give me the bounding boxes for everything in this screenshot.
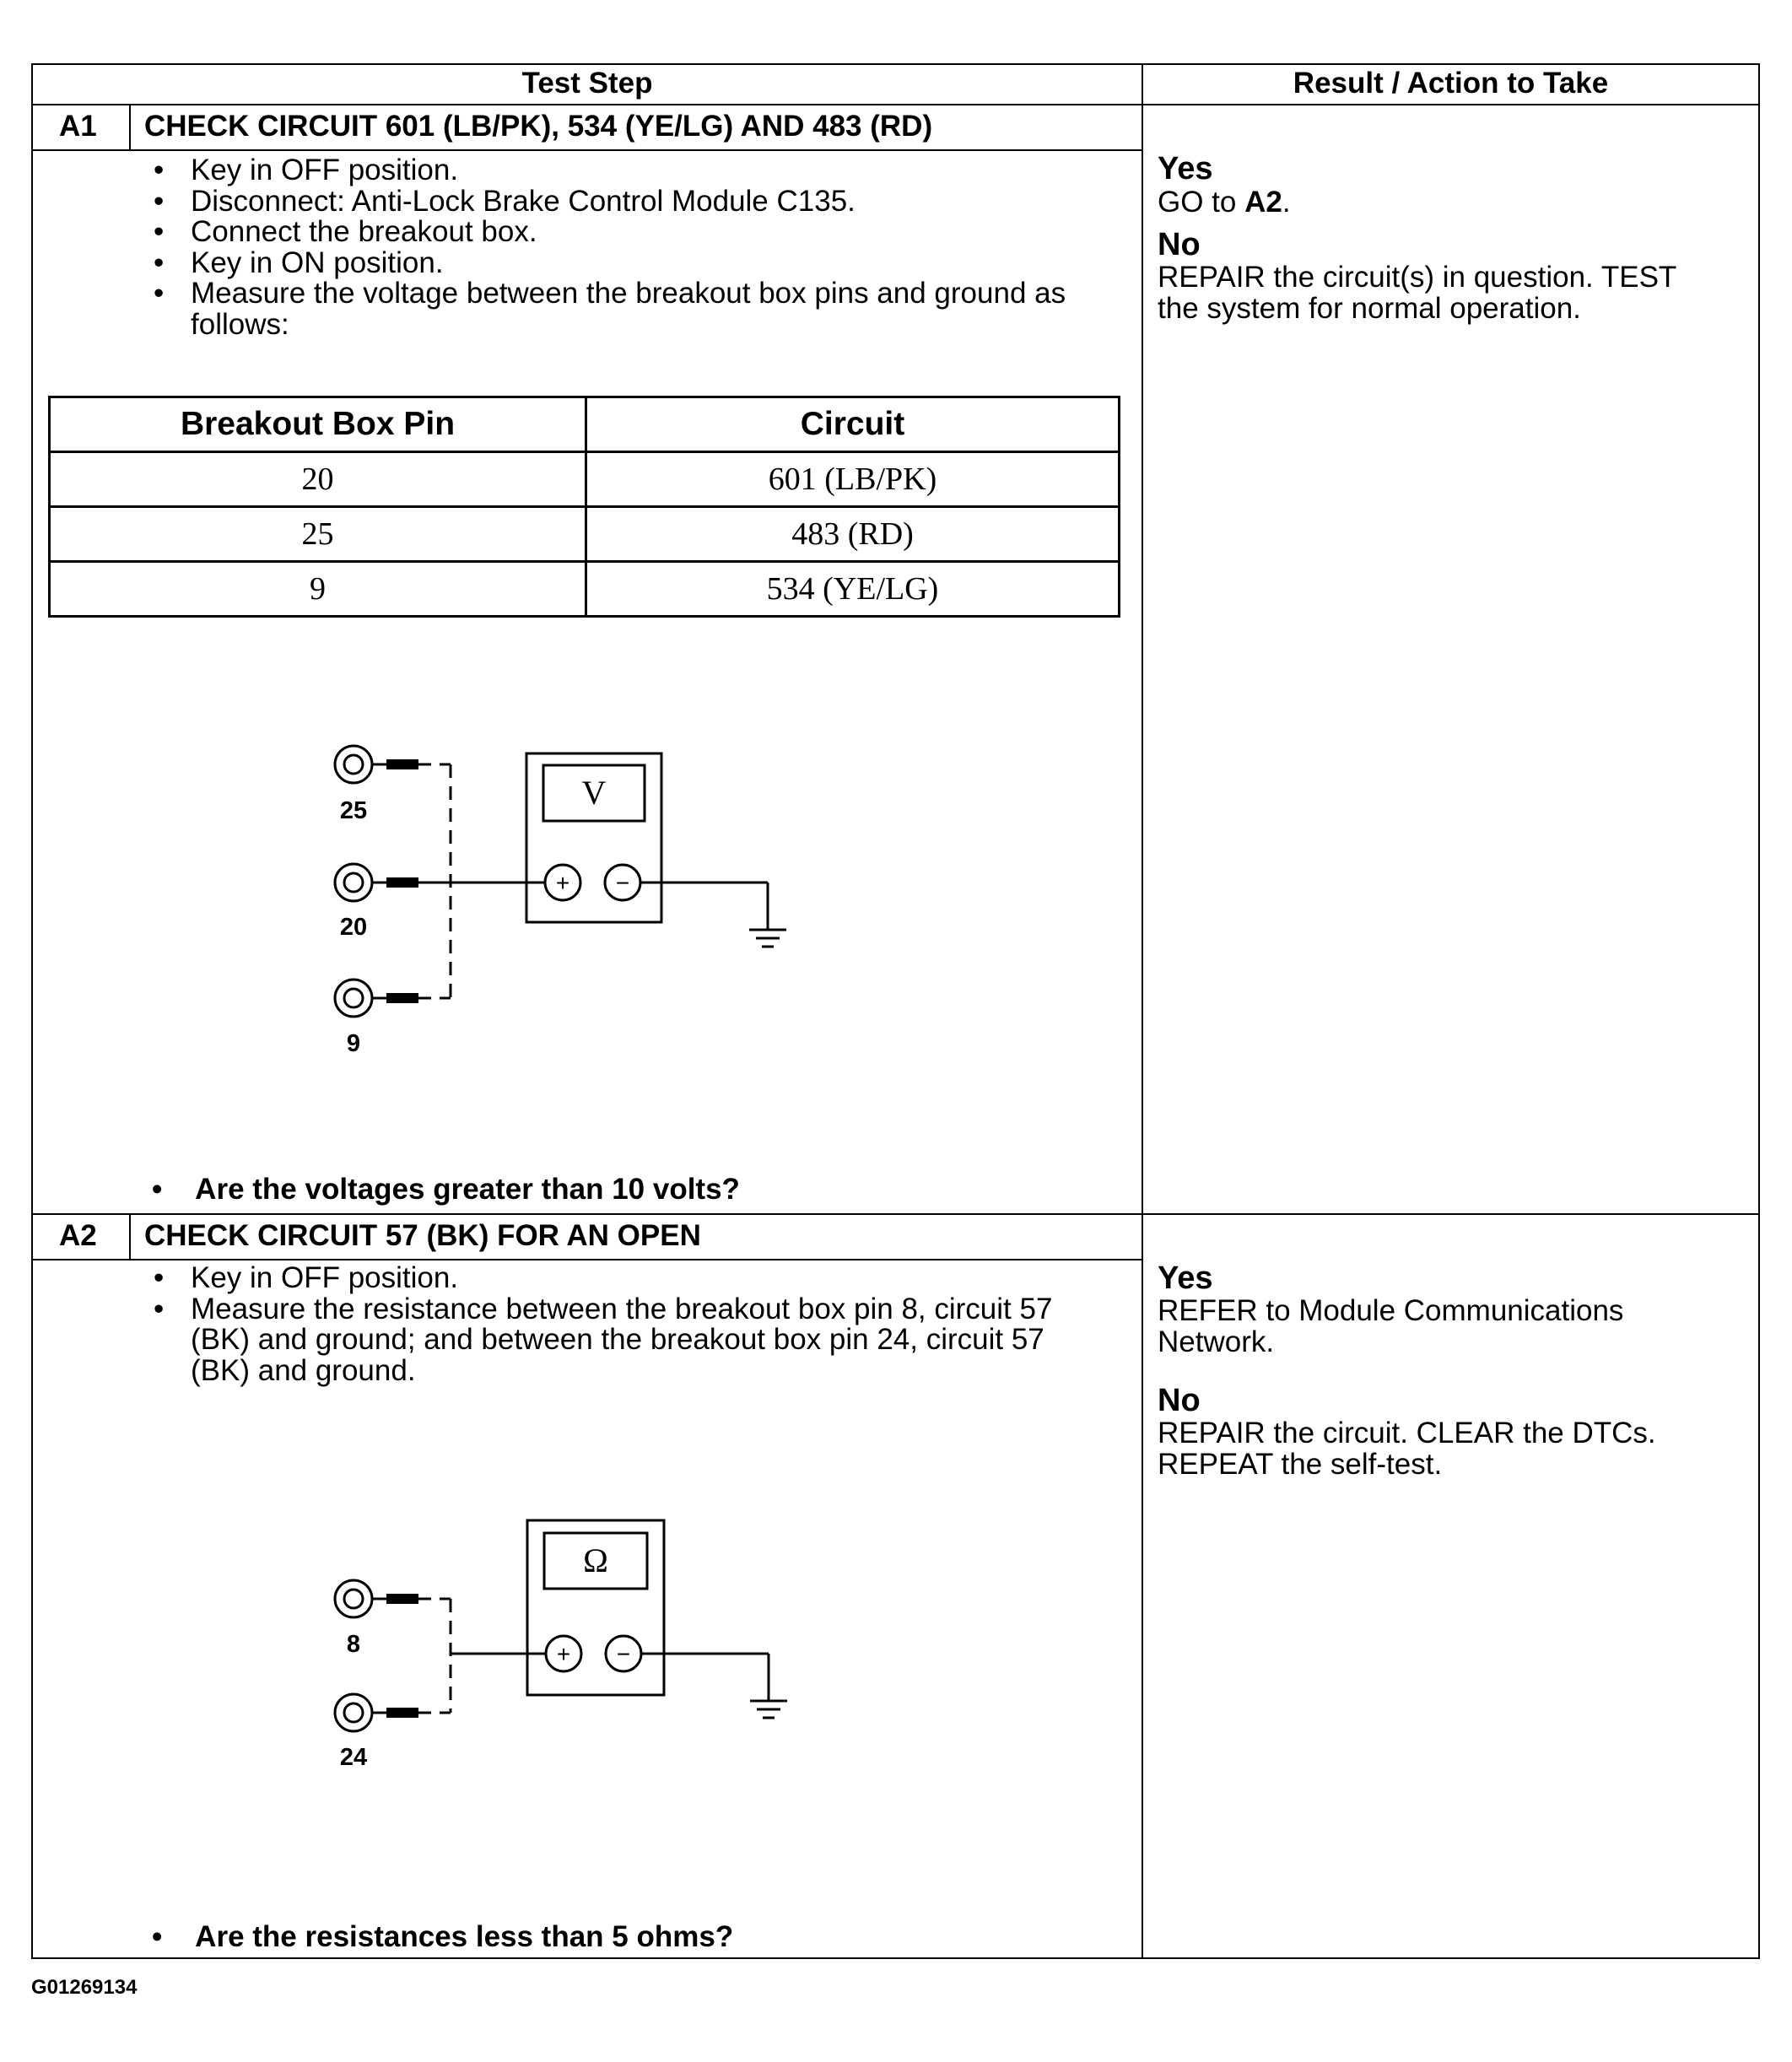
step-a1-question: • Are the voltages greater than 10 volts? xyxy=(152,1173,740,1206)
breakout-pin-icon xyxy=(335,980,388,1017)
pin-cell: 9 xyxy=(50,562,586,617)
a2-yes-action-line1: REFER to Module Communications xyxy=(1158,1294,1624,1327)
list-item: • Key in OFF position. xyxy=(154,1261,459,1294)
list-item: • Measure the resistance between the breakout box pin 8, circuit 57 (BK) and ground; and between the breakout box pin 24, circuit 57 (BK) and ground. xyxy=(154,1292,1053,1387)
circuit-cell: 483 (RD) xyxy=(586,507,1120,562)
probe-plug-icon xyxy=(386,1708,418,1718)
a1-no-action-line1: REPAIR the circuit(s) in question. TEST xyxy=(1158,261,1677,294)
figure-id: G01269134 xyxy=(31,1976,138,1999)
ground-icon xyxy=(749,930,786,947)
table-row xyxy=(50,452,1120,507)
bullet-glyph: • xyxy=(154,277,165,310)
circuit-cell: 534 (YE/LG) xyxy=(586,562,1120,617)
minus-sign: − xyxy=(616,1641,631,1667)
bullet-glyph: • xyxy=(152,1173,163,1206)
header-result-action: Result / Action to Take xyxy=(1293,67,1609,100)
list-item: • Measure the voltage between the breakout box pins and ground as follows: xyxy=(154,277,1066,341)
list-item: • Disconnect: Anti-Lock Brake Control Module C135. xyxy=(154,184,856,218)
table-row xyxy=(50,562,1120,617)
step-a1-id: A1 xyxy=(59,110,97,143)
a2-id-divider xyxy=(129,1213,131,1259)
bullet-glyph: • xyxy=(152,1920,163,1953)
step-a2-title: CHECK CIRCUIT 57 (BK) FOR AN OPEN xyxy=(144,1219,701,1252)
step-a2-instructions xyxy=(154,1261,1102,1387)
breakout-pin-icon xyxy=(335,1694,388,1731)
a1-no-label: No xyxy=(1158,227,1201,262)
circuit-cell: 601 (LB/PK) xyxy=(586,452,1120,507)
ground-icon xyxy=(750,1701,787,1718)
a1-yes-label: Yes xyxy=(1158,151,1213,186)
pin-label: 9 xyxy=(346,1030,361,1057)
a2-title-bottom-border xyxy=(31,1259,1143,1260)
breakout-pin-icon xyxy=(335,1580,388,1617)
voltmeter-diagram xyxy=(312,734,818,1063)
header-test-step: Test Step xyxy=(521,67,653,100)
table-bottom-border xyxy=(31,1957,1760,1959)
table-left-border xyxy=(31,63,33,1959)
step-a1-instructions xyxy=(154,154,1110,341)
pin-label: 24 xyxy=(339,1744,368,1771)
pin-label: 20 xyxy=(339,914,368,941)
bullet-glyph: • xyxy=(154,1261,165,1294)
probe-plug-icon xyxy=(386,1594,418,1604)
plus-sign: + xyxy=(555,870,570,896)
a2-yes-label: Yes xyxy=(1158,1260,1213,1296)
a2-no-action-line2: REPEAT the self-test. xyxy=(1158,1448,1443,1481)
step-a1-title: CHECK CIRCUIT 601 (LB/PK), 534 (YE/LG) AND 483 (RD) xyxy=(144,110,933,143)
pin-label: 25 xyxy=(339,797,368,824)
bullet-glyph: • xyxy=(154,215,165,248)
list-item: • Key in ON position. xyxy=(154,246,444,279)
table-row xyxy=(50,507,1120,562)
probe-plug-icon xyxy=(386,877,418,888)
column-header-circuit: Circuit xyxy=(586,397,1120,452)
bullet-glyph: • xyxy=(154,154,165,186)
a1-id-divider xyxy=(129,104,131,149)
breakout-pin-icon xyxy=(335,864,388,901)
meter-symbol: Ω xyxy=(583,1541,608,1579)
a1-title-bottom-border xyxy=(31,149,1143,151)
list-item: • Connect the breakout box. xyxy=(154,215,537,248)
table-header-row xyxy=(50,397,1120,452)
dashed-lead xyxy=(418,1599,451,1713)
pin-label: 8 xyxy=(346,1631,361,1658)
breakout-pin-table xyxy=(48,396,1120,618)
a1-yes-action: GO to A2. xyxy=(1158,186,1291,219)
bullet-glyph: • xyxy=(154,246,165,279)
step-a2-question: • Are the resistances less than 5 ohms? xyxy=(152,1920,734,1953)
plus-sign: + xyxy=(556,1641,571,1667)
bullet-glyph: • xyxy=(154,184,165,218)
column-header-pin: Breakout Box Pin xyxy=(50,397,586,452)
meter-symbol: V xyxy=(581,774,607,812)
column-divider xyxy=(1142,63,1143,1959)
pin-cell: 20 xyxy=(50,452,586,507)
table-right-border xyxy=(1758,63,1760,1959)
a2-no-label: No xyxy=(1158,1383,1201,1418)
minus-sign: − xyxy=(615,870,630,896)
pin-cell: 25 xyxy=(50,507,586,562)
a2-no-action-line1: REPAIR the circuit. CLEAR the DTCs. xyxy=(1158,1417,1656,1449)
a1-no-action-line2: the system for normal operation. xyxy=(1158,292,1581,325)
list-item: • Key in OFF position. xyxy=(154,154,459,186)
bullet-glyph: • xyxy=(154,1292,165,1325)
probe-plug-icon xyxy=(386,993,418,1003)
a2-yes-action-line2: Network. xyxy=(1158,1325,1275,1358)
ohmmeter-diagram xyxy=(312,1510,818,1780)
probe-plug-icon xyxy=(386,759,418,769)
breakout-pin-icon xyxy=(335,746,388,783)
step-a2-id: A2 xyxy=(59,1219,97,1252)
a1-yes-target-step: A2 xyxy=(1244,186,1282,219)
